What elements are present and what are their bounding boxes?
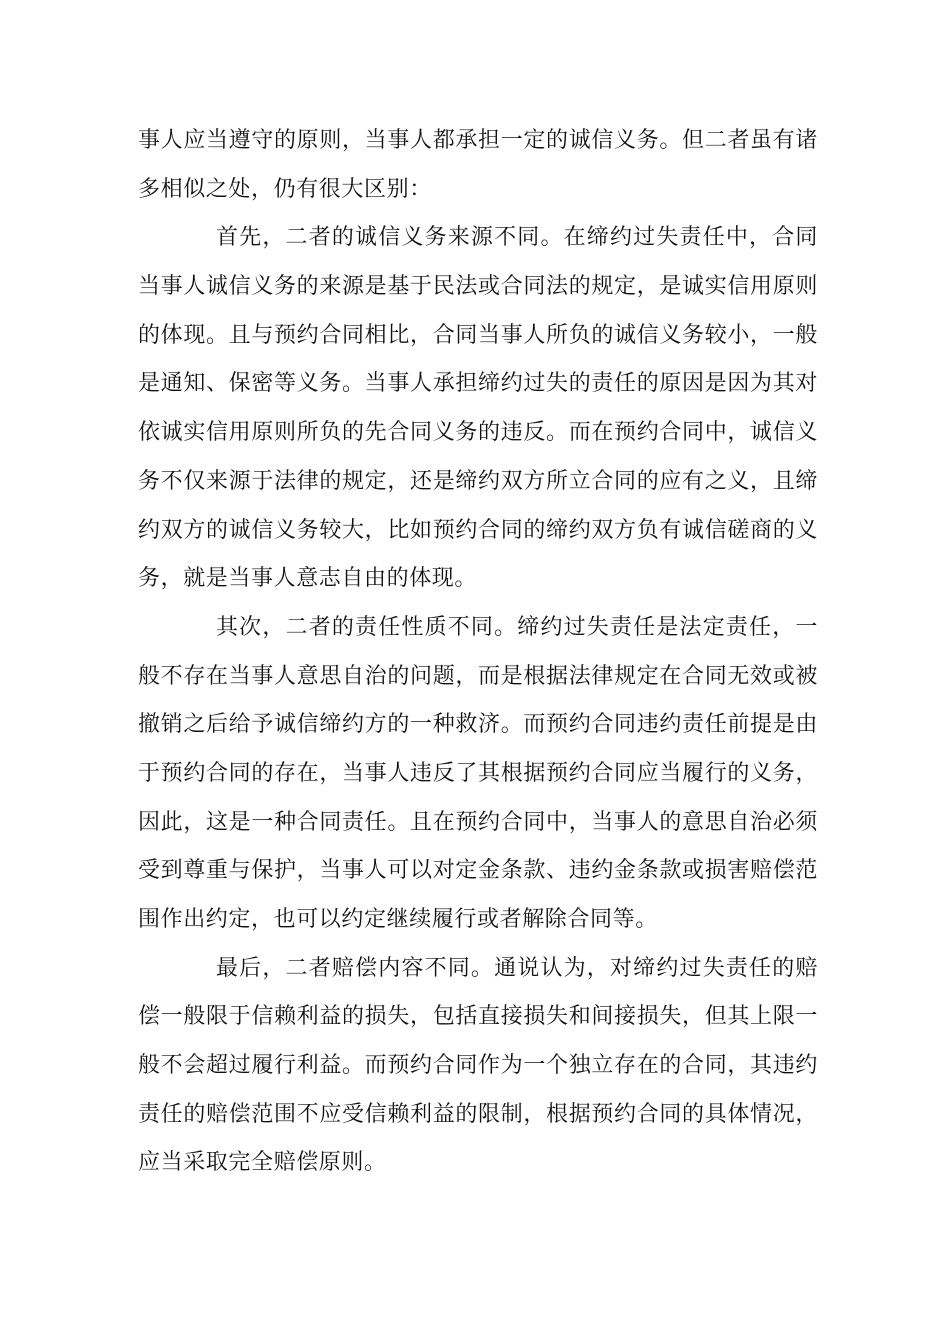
text-line: 是通知、保密等义务。当事人承担缔约过失的责任的原因是因为其对: [138, 371, 818, 397]
text-line: 应当采取完全赔偿原则。: [138, 1150, 387, 1176]
text-line: 依诚实信用原则所负的先合同义务的违反。而在预约合同中，诚信义: [138, 420, 818, 446]
paragraph-first-line: 其次，二者的责任性质不同。缔约过失责任是法定责任，一: [216, 614, 818, 640]
text-line: 因此，这是一种合同责任。且在预约合同中，当事人的意思自治必须: [138, 809, 818, 835]
text-line: 围作出约定，也可以约定继续履行或者解除合同等。: [138, 907, 658, 932]
text-line: 责任的赔偿范围不应受信赖利益的限制，根据预约合同的具体情况，: [138, 1101, 818, 1127]
text-line: 撤销之后给予诚信缔约方的一种救济。而预约合同违约责任前提是由: [138, 712, 818, 738]
document-body: [138, 117, 818, 1188]
paragraph-first-line: 首先，二者的诚信义务来源不同。在缔约过失责任中，合同: [216, 225, 818, 251]
text-line: 务，就是当事人意志自由的体现。: [138, 566, 478, 592]
text-line: 当事人诚信义务的来源是基于民法或合同法的规定，是诚实信用原则: [138, 274, 818, 300]
text-line: 于预约合同的存在，当事人违反了其根据预约合同应当履行的义务，: [138, 760, 818, 786]
paragraph-first-line: 最后，二者赔偿内容不同。通说认为，对缔约过失责任的赔: [216, 955, 818, 981]
text-line: 受到尊重与保护，当事人可以对定金条款、违约金条款或损害赔偿范: [138, 858, 818, 884]
text-line: 务不仅来源于法律的规定，还是缔约双方所立合同的应有之义，且缔: [138, 468, 818, 494]
text-line: 约双方的诚信义务较大，比如预约合同的缔约双方负有诚信磋商的义: [138, 517, 818, 543]
text-line: 般不存在当事人意思自治的问题，而是根据法律规定在合同无效或被: [138, 663, 818, 689]
text-line: 偿一般限于信赖利益的损失，包括直接损失和间接损失，但其上限一: [138, 1004, 818, 1030]
text-line: 事人应当遵守的原则，当事人都承担一定的诚信义务。但二者虽有诸: [138, 128, 818, 153]
text-line: 多相似之处，仍有很大区别：: [138, 176, 432, 202]
text-line: 的体现。且与预约合同相比，合同当事人所负的诚信义务较小，一般: [138, 322, 818, 348]
text-line: 般不会超过履行利益。而预约合同作为一个独立存在的合同，其违约: [138, 1053, 818, 1079]
